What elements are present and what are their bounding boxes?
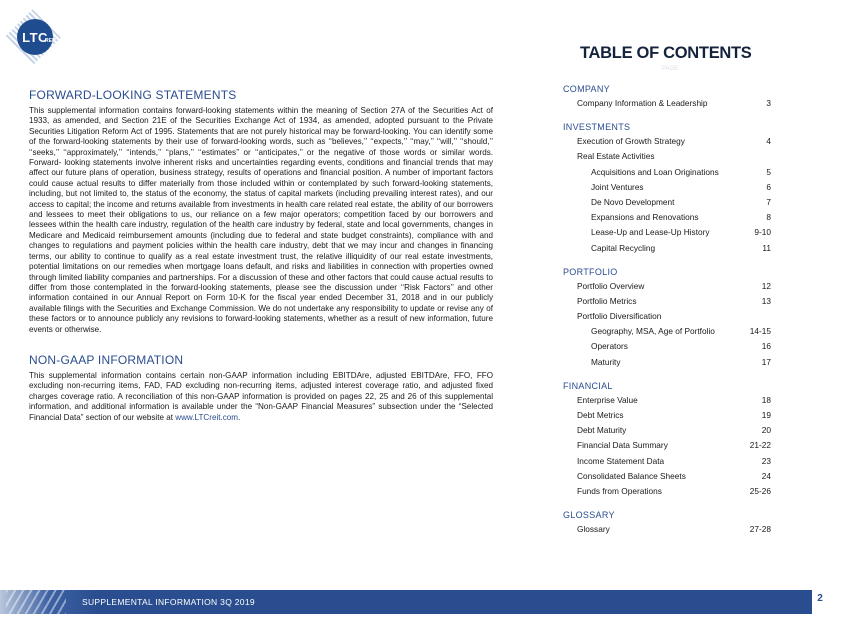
toc-section-heading: FINANCIAL <box>563 380 613 391</box>
toc-entry[interactable] <box>563 134 771 149</box>
non-gaap-title: NON-GAAP INFORMATION <box>29 352 184 367</box>
toc-spacer <box>563 370 771 379</box>
toc-entry-label: Joint Ventures <box>591 181 644 192</box>
toc-entry[interactable] <box>563 355 771 370</box>
toc-entry[interactable] <box>563 149 771 164</box>
toc-entry[interactable] <box>563 423 771 438</box>
toc-entry[interactable] <box>563 294 771 309</box>
toc-entry-label: Funds from Operations <box>577 485 662 496</box>
page-number: 2 <box>817 593 823 604</box>
toc-entry-label: Portfolio Diversification <box>577 311 662 322</box>
toc-entry-page: 14-15 <box>749 326 771 337</box>
toc-entry-page: 17 <box>761 356 771 367</box>
toc-entry-label: Income Statement Data <box>577 455 665 466</box>
toc-entry-label: Glossary <box>577 524 610 535</box>
toc-entry-label: Debt Metrics <box>577 410 624 420</box>
toc-entry[interactable] <box>563 324 771 339</box>
non-gaap-body <box>29 371 493 423</box>
toc-entry-page: 3 <box>766 98 771 108</box>
disclosure-column <box>29 88 493 423</box>
toc-section-heading: INVESTMENTS <box>563 122 631 133</box>
toc-entry-label: Portfolio Overview <box>577 280 645 291</box>
toc-entry-label: Maturity <box>591 356 621 367</box>
toc-entry-page: 19 <box>761 410 771 420</box>
logo-circle <box>17 19 53 55</box>
toc-entry[interactable] <box>563 165 771 180</box>
toc-entry[interactable] <box>563 96 771 111</box>
logo-sub-text: REIT <box>45 38 57 44</box>
toc-spacer <box>563 256 771 265</box>
toc-section-heading: COMPANY <box>563 84 610 94</box>
toc-entry[interactable] <box>563 241 771 256</box>
non-gaap-section <box>29 353 493 423</box>
toc-title: TABLE OF CONTENTS <box>580 44 752 62</box>
toc-entry[interactable] <box>563 225 771 240</box>
toc-entry-page: 18 <box>761 394 771 405</box>
toc-entry[interactable] <box>563 393 771 408</box>
forward-looking-title: FORWARD-LOOKING STATEMENTS <box>29 88 237 102</box>
toc-entry-page: 13 <box>761 295 771 306</box>
toc-entry-page: 12 <box>761 280 771 291</box>
toc-entry[interactable] <box>563 438 771 453</box>
toc-entry-label: Expansions and Renovations <box>591 212 699 223</box>
toc-entry-label: De Novo Development <box>591 196 675 207</box>
toc-entry[interactable] <box>563 279 771 294</box>
toc-entry-page: 9-10 <box>754 227 771 238</box>
toc-entry[interactable] <box>563 408 771 423</box>
toc-entry[interactable] <box>563 522 771 537</box>
footer-bar <box>0 590 812 614</box>
footer-chevron-pattern <box>6 590 66 614</box>
toc-entry-page: 6 <box>766 181 771 192</box>
toc-section-heading: GLOSSARY <box>563 510 615 521</box>
toc-entry-label: Debt Maturity <box>577 425 627 436</box>
toc-entry-page: 24 <box>761 470 771 481</box>
toc-entry-page: 5 <box>766 166 771 177</box>
toc-entry-page: 25-26 <box>749 485 771 496</box>
toc-entry-page: 23 <box>761 455 771 466</box>
toc-section-heading: PORTFOLIO <box>563 266 618 277</box>
toc-entry-label: Capital Recycling <box>591 242 656 253</box>
toc-entry-label: Real Estate Activities <box>577 151 655 162</box>
toc-entry-label: Lease-Up and Lease-Up History <box>591 227 710 238</box>
toc-entry[interactable] <box>563 469 771 484</box>
toc-entry[interactable] <box>563 484 771 499</box>
toc-entry[interactable] <box>563 309 771 324</box>
toc-spacer <box>563 111 771 120</box>
toc-entry-page: 21-22 <box>749 440 771 451</box>
website-link[interactable]: www.LTCreit.com <box>175 412 239 422</box>
toc-entry[interactable] <box>563 339 771 354</box>
toc-entry-label: Company Information & Leadership <box>577 98 708 108</box>
toc-entry-label: Portfolio Metrics <box>577 295 637 306</box>
toc-entry-page: 4 <box>766 136 771 147</box>
footer-text: SUPPLEMENTAL INFORMATION 3Q 2019 <box>82 597 255 607</box>
toc-entry-page: 20 <box>761 425 771 436</box>
non-gaap-text: This supplemental information contains certain non-GAAP information including EBITDAre, adjusted EBITDAre, FFO, FFO excluding non-recurring items, FAD, FAD excluding non-recurring items, adjusted interest coverage ratio, and adjusted fixed charges coverage ratio. A reconciliation of this non-GAAP information is provided on pages 22, 25 and 26 of this supplemental information, and additional information is available under the “Non-GAAP Financial Measures” subsection under the “Selected Financial Data” section of our website at <box>29 370 493 422</box>
toc-entry[interactable] <box>563 454 771 469</box>
non-gaap-end: . <box>238 412 241 422</box>
toc-entry[interactable] <box>563 195 771 210</box>
toc-entry-page: 16 <box>761 341 771 352</box>
toc-entry-page: 8 <box>766 212 771 223</box>
toc-entry[interactable] <box>563 180 771 195</box>
toc-entry-label: Operators <box>591 341 628 352</box>
toc-entry-page: 7 <box>766 196 771 207</box>
toc-entry[interactable] <box>563 210 771 225</box>
forward-looking-body: This supplemental information contains forward-looking statements within the meaning of Section 27A of the Securities Act of 1933, as amended, and Section 21E of the Securities Exchange Act of 1934, as amended, adopted pursuant to the Private Securities Litigation Reform Act of 1995. Statements that are not purely historical may be forward-looking. You can identify some of the forward-looking statements by their use of forward-looking words, such as ‘‘believes,’’ ‘‘expects,’’ ‘‘may,’’ ‘‘will,’’ ‘‘should,’’ ‘‘seeks,’’ ‘‘approximately,’’ ‘‘intends,’’ ‘‘plans,’’ ‘‘estimates’’ or ‘‘anticipates,’’ or the negative of those words or similar words. Forward- looking statements involve inherent risks and uncertainties regarding events, conditions and financial trends that may affect our future plans of operation, business strategy, results of operations and financial position. A number of important factors could cause actual results to differ materially from those included within or contemplated by such forward-looking statements, including, but not limited to, the status of the economy, the status of capital markets (including prevailing interest rates), and our access to capital; the income and returns available from investments in health care related real estate, the ability of our borrowers and lessees to meet their obligations to us, our reliance on a few major operators; competition faced by our borrowers and lessees within the health care industry, regulation of the health care industry by federal, state and local governments, changes in Medicare and Medicaid reimbursement amounts (including due to federal and state budget constraints), compliance with and changes to regulations and payment policies within the health care industry, debt that we may incur and changes in financing terms, our ability to continue to qualify as a real estate investment trust, the relative illiquidity of our real estate investments, potential limitations on our remedies when mortgage loans default, and risks and liabilities in connection with properties owned through limited liability companies and partnerships. For a discussion of these and other factors that could cause actual results to differ from those contemplated in the forward-looking statements, please see the discussion under ‘‘Risk Factors’’ and other information contained in our Annual Report on Form 10-K for the fiscal year ended December 31, 2018 and in our publicly available filings with the Securities and Exchange Commission. We do not undertake any responsibility to update or revise any of these factors or to announce publicly any revisions to forward-looking statements, whether as a result of new information, future events or otherwise. <box>29 106 493 334</box>
toc-page-header: PAGE <box>662 66 679 72</box>
toc-entry-label: Acquisitions and Loan Originations <box>591 166 719 177</box>
toc-entry-label: Execution of Growth Strategy <box>577 136 685 147</box>
table-of-contents <box>563 82 771 537</box>
toc-entry-label: Financial Data Summary <box>577 440 668 451</box>
toc-entry-page: 11 <box>762 242 771 253</box>
company-logo <box>4 6 66 68</box>
toc-entry-label: Geography, MSA, Age of Portfolio <box>591 326 715 337</box>
logo-text: LTC <box>22 29 48 45</box>
toc-entry-label: Enterprise Value <box>577 394 638 405</box>
toc-entry-page: 27-28 <box>749 524 771 535</box>
toc-entry-label: Consolidated Balance Sheets <box>577 470 686 481</box>
toc-spacer <box>563 499 771 508</box>
